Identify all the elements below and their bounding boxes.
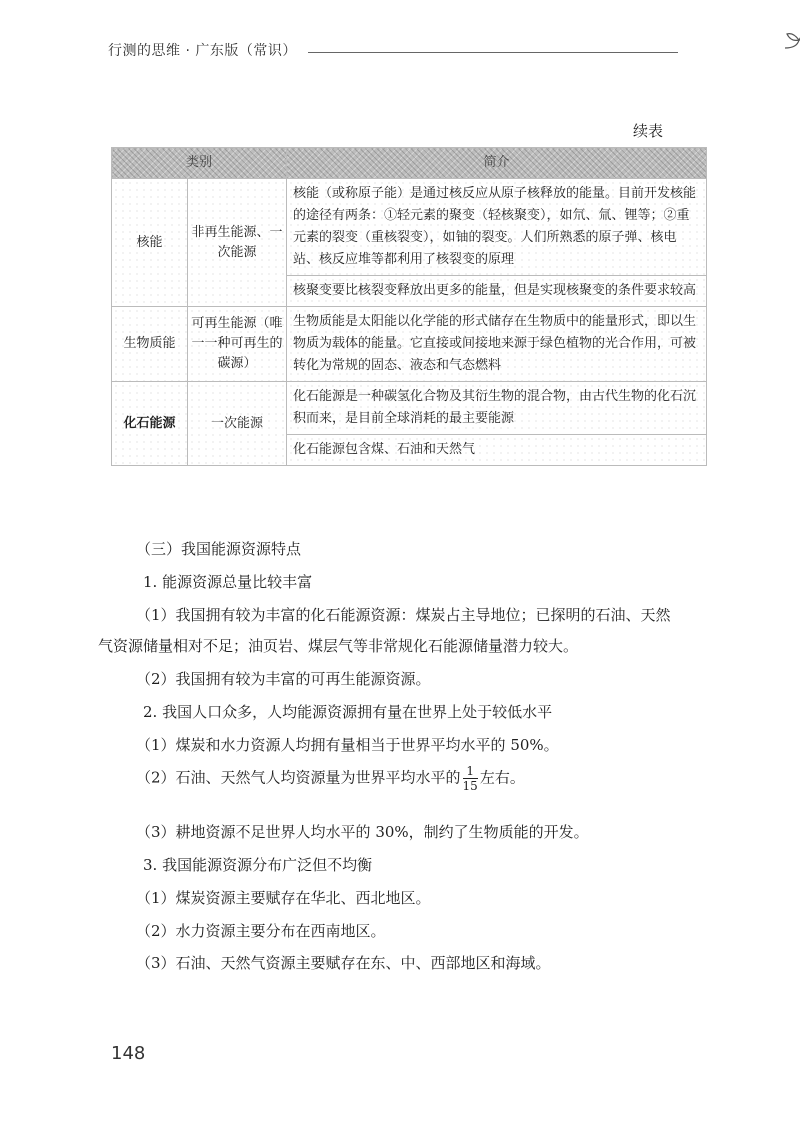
table-row (112, 307, 707, 382)
fraction-denominator: 15 (462, 779, 478, 793)
row-type-biomass: 可再生能源（唯一一种可再生的碳源） (188, 307, 287, 382)
point-3-title: 3. 我国能源资源分布广泛但不均衡 (143, 856, 373, 874)
row-desc-fossil-1: 化石能源是一种碳氢化合物及其衍生物的混合物，由古代生物的化石沉积而来，是目前全球消耗的最主要能源 (287, 382, 707, 435)
point-1-1-line-b: 气资源储量相对不足；油页岩、煤层气等非常规化石能源储量潜力较大。 (98, 637, 579, 655)
fraction-numerator: 1 (463, 764, 478, 779)
row-type-fossil: 一次能源 (188, 382, 287, 466)
table-header-intro: 简介 (287, 148, 707, 179)
row-desc-fossil-2: 化石能源包含煤、石油和天然气 (287, 435, 707, 466)
table-header-category: 类别 (112, 148, 287, 179)
fraction-one-fifteenth (463, 764, 478, 793)
sprout-icon (783, 26, 800, 56)
row-name-fossil: 化石能源 (112, 382, 188, 466)
point-2-1: （1）煤炭和水力资源人均拥有量相当于世界平均水平的 50%。 (136, 736, 559, 754)
row-type-nuclear: 非再生能源、一次能源 (188, 179, 287, 307)
row-desc-biomass: 生物质能是太阳能以化学能的形式储存在生物质中的能量形式，即以生物质为载体的能量。它直接或间接地来源于绿色植物的光合作用，可被转化为常规的固态、液态和气态燃料 (287, 307, 707, 382)
continued-label: 续表 (633, 122, 664, 140)
point-3-2: （2）水力资源主要分布在西南地区。 (136, 922, 386, 940)
energy-table (111, 147, 707, 466)
table-header-row (112, 148, 707, 179)
row-desc-nuclear-1: 核能（或称原子能）是通过核反应从原子核释放的能量。目前开发核能的途径有两条：①轻元素的聚变（轻核聚变），如氘、氚、锂等；②重元素的裂变（重核裂变），如铀的裂变。人们所熟悉的原子弹、核电站、核反应堆等都利用了核裂变的原理 (287, 179, 707, 276)
point-3-3: （3）石油、天然气资源主要赋存在东、中、西部地区和海域。 (136, 954, 551, 972)
table-row (112, 382, 707, 435)
point-2-2-suffix: 左右。 (479, 768, 525, 787)
row-desc-nuclear-2: 核聚变要比核裂变释放出更多的能量，但是实现核聚变的条件要求较高 (287, 276, 707, 307)
point-2-title: 2. 我国人口众多，人均能源资源拥有量在世界上处于较低水平 (143, 703, 553, 721)
running-header (108, 40, 708, 70)
point-2-3: （3）耕地资源不足世界人均水平的 30%，制约了生物质能的开发。 (136, 823, 589, 841)
header-rule (308, 52, 678, 53)
point-2-2 (136, 764, 525, 793)
point-1-1-line-a: （1）我国拥有较为丰富的化石能源资源：煤炭占主导地位；已探明的石油、天然 (136, 606, 671, 624)
point-1-2: （2）我国拥有较为丰富的可再生能源资源。 (136, 670, 431, 688)
point-1-title: 1. 能源资源总量比较丰富 (143, 573, 313, 591)
row-name-nuclear: 核能 (112, 179, 188, 307)
point-2-2-text: （2）石油、天然气人均资源量为世界平均水平的 (136, 768, 461, 787)
page-number: 148 (111, 1043, 146, 1064)
running-header-title: 行测的思维 · 广东版（常识） (108, 43, 297, 59)
table-row (112, 179, 707, 276)
point-3-1: （1）煤炭资源主要赋存在华北、西北地区。 (136, 889, 431, 907)
row-name-biomass: 生物质能 (112, 307, 188, 382)
section-heading: （三）我国能源资源特点 (136, 540, 302, 558)
